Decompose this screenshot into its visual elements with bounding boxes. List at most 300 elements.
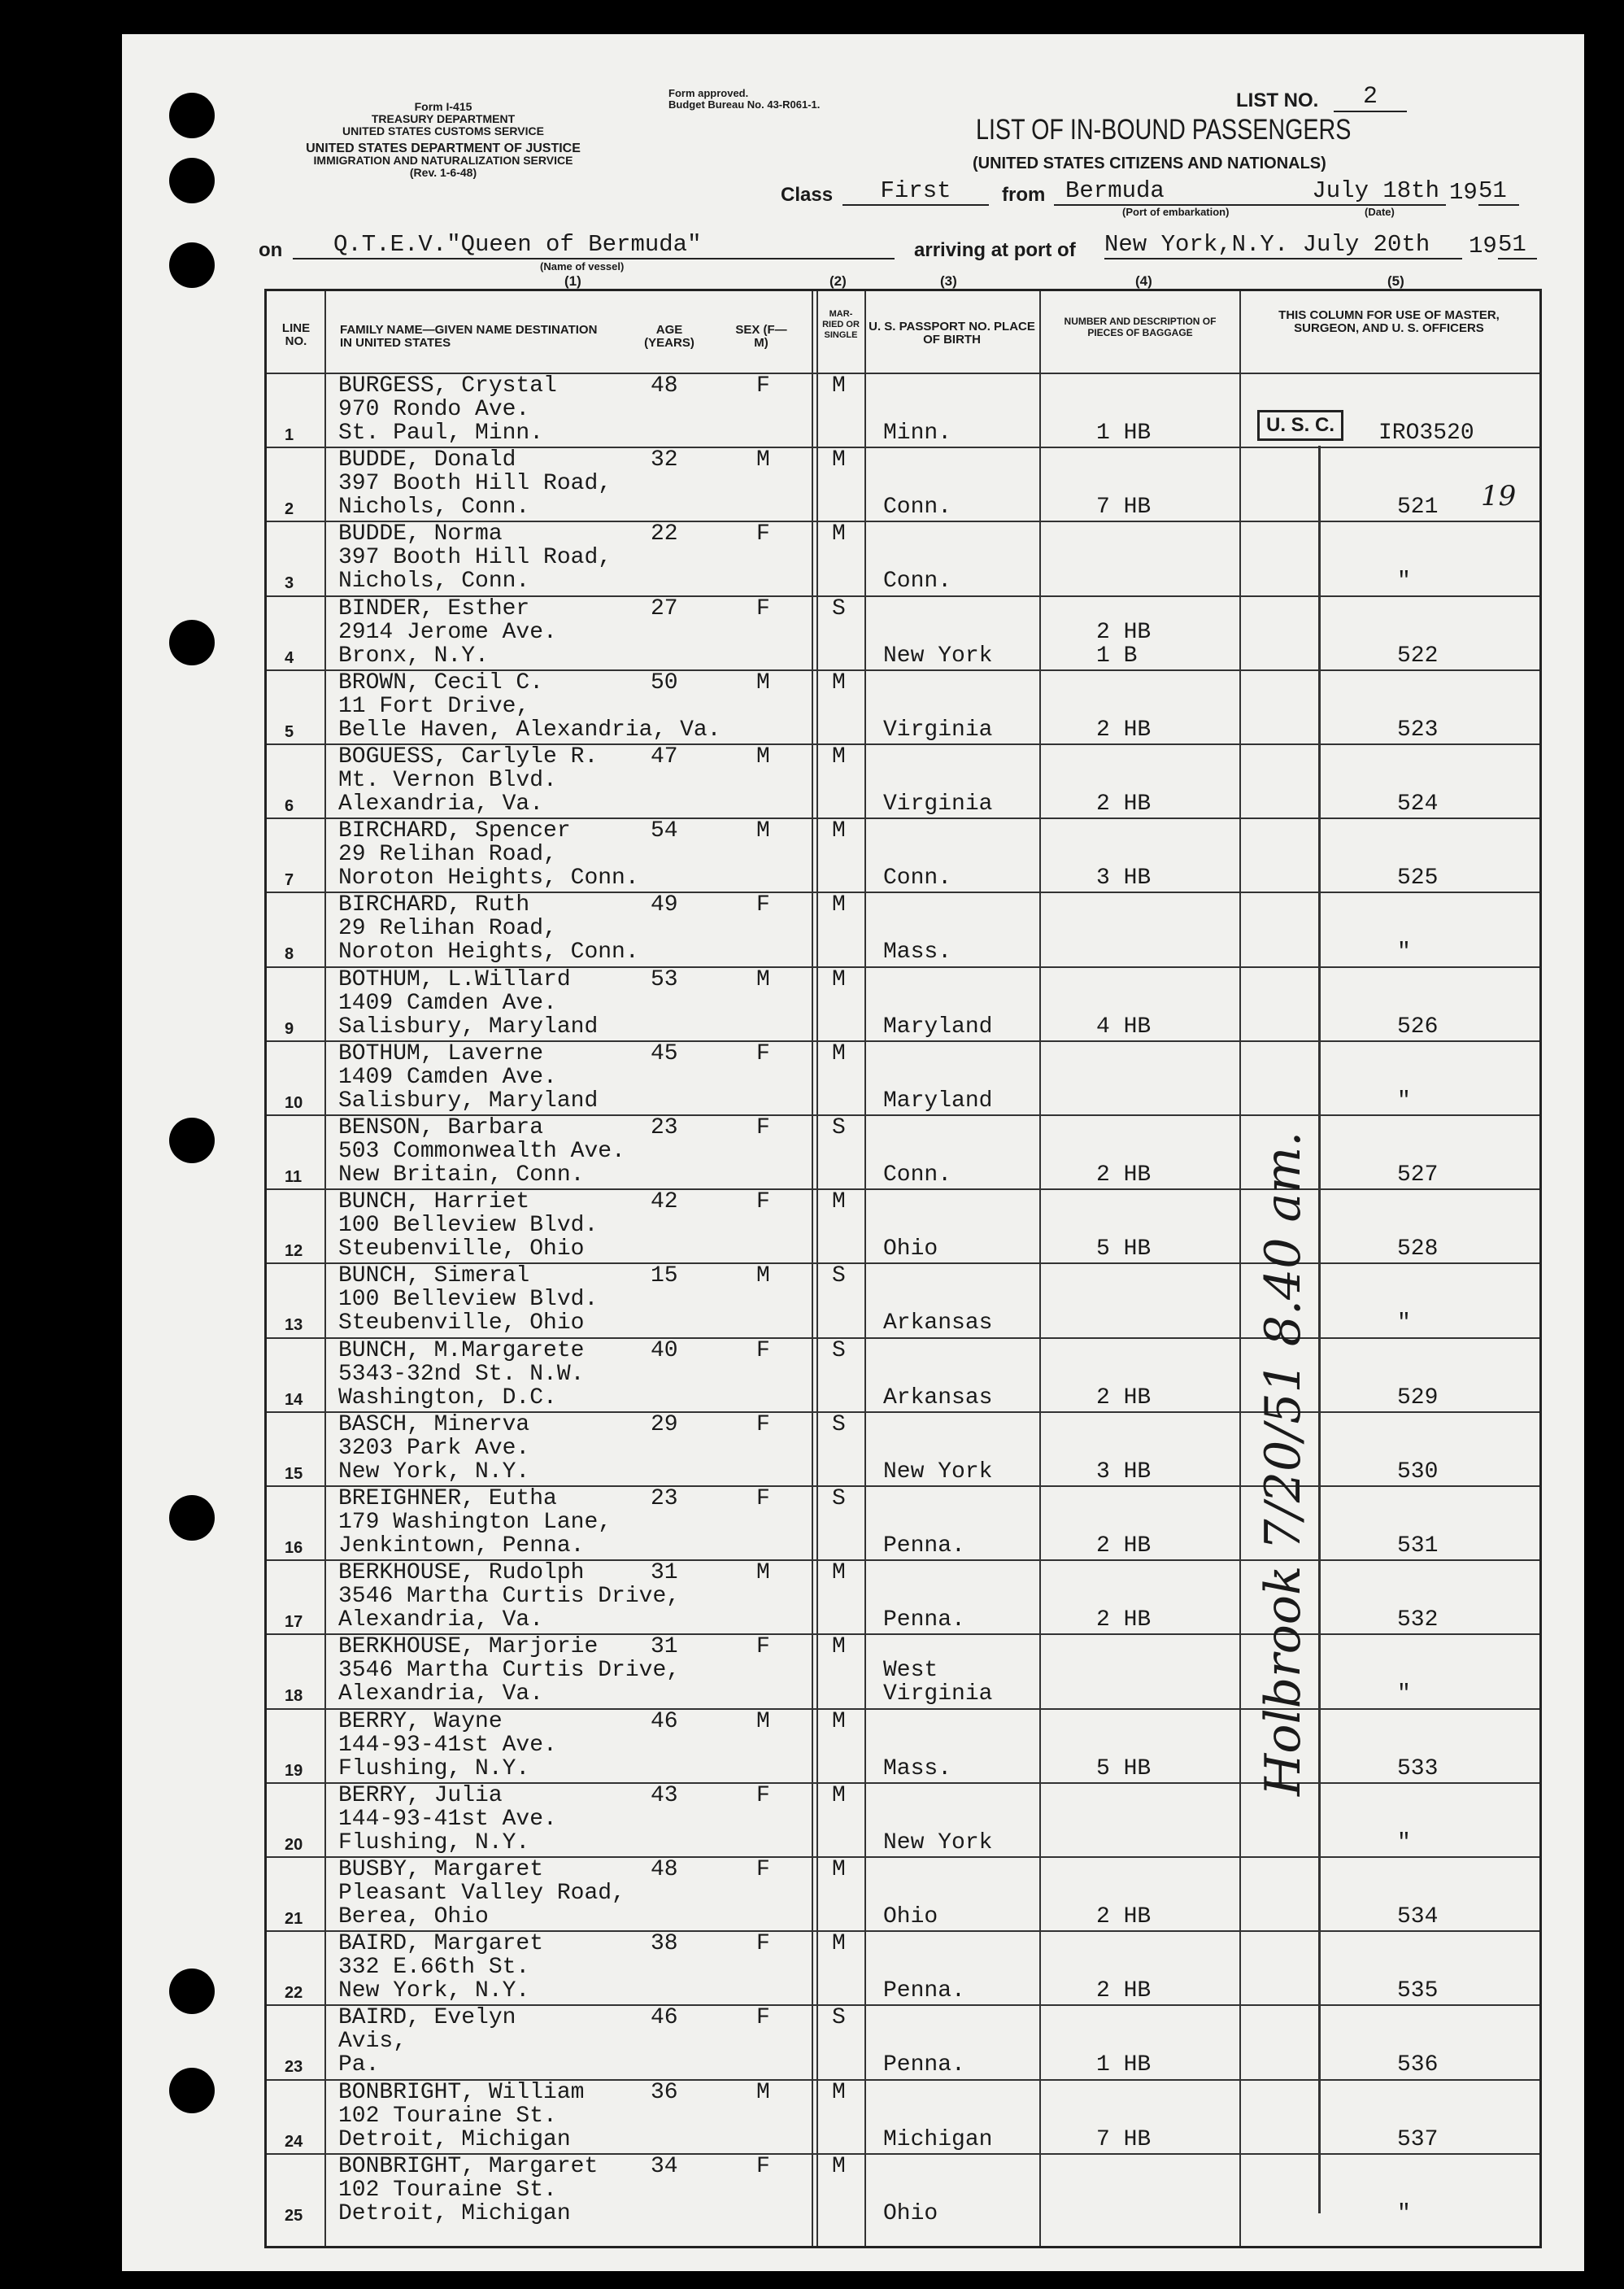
line-number: 2 xyxy=(285,500,294,519)
passenger-name: BERKHOUSE, Rudolph xyxy=(338,1560,585,1586)
passenger-name: BINDER, Esther xyxy=(338,595,530,621)
approval-block xyxy=(668,88,820,111)
passenger-age: 31 xyxy=(651,1560,678,1586)
place-of-birth: Maryland xyxy=(883,1088,993,1114)
baggage: 4 HB xyxy=(1096,1014,1152,1040)
passenger-name: BUDDE, Donald xyxy=(338,447,516,473)
passenger-address: 29 Relihan Road, xyxy=(338,842,557,868)
officer-number: 530 xyxy=(1397,1458,1439,1485)
passenger-name: BURGESS, Crystal xyxy=(338,373,557,399)
passenger-sex: F xyxy=(756,1115,770,1140)
officer-number: " xyxy=(1397,1310,1411,1336)
document-subtitle: (UNITED STATES CITIZENS AND NATIONALS) xyxy=(973,155,1326,172)
passenger-sex: M xyxy=(756,966,770,992)
officer-number: 522 xyxy=(1397,643,1439,669)
passenger-age: 43 xyxy=(651,1782,678,1808)
baggage: 5 HB xyxy=(1096,1755,1152,1781)
passenger-address: 1409 Camden Ave. xyxy=(338,1064,557,1090)
passenger-age: 40 xyxy=(651,1337,678,1363)
passenger-sex: F xyxy=(756,1931,770,1957)
passenger-age: 45 xyxy=(651,1040,678,1066)
col-num-2: (2) xyxy=(829,273,847,289)
header-married: MAR-RIED OR SINGLE xyxy=(822,309,860,340)
marital-status: M xyxy=(832,744,846,770)
place-of-birth: Penna. xyxy=(883,1978,965,2004)
marital-status: M xyxy=(832,1708,846,1734)
list-no-label: LIST NO. xyxy=(1236,89,1319,111)
passenger-name: BONBRIGHT, William xyxy=(338,2079,585,2105)
marital-status: M xyxy=(832,2079,846,2105)
officer-number: 527 xyxy=(1397,1162,1439,1188)
passenger-age: 31 xyxy=(651,1634,678,1660)
officer-number: 525 xyxy=(1397,865,1439,892)
officer-number: 526 xyxy=(1397,1014,1439,1040)
passenger-sex: F xyxy=(756,1189,770,1215)
document-title: LIST OF IN-BOUND PASSENGERS xyxy=(976,114,1352,146)
passenger-age: 42 xyxy=(651,1189,678,1215)
marital-status: M xyxy=(832,2153,846,2179)
binder-hole xyxy=(169,1118,215,1163)
baggage: 2 HB xyxy=(1096,1978,1152,2004)
line-number: 17 xyxy=(285,1613,303,1632)
passenger-city: Alexandria, Va. xyxy=(338,791,544,817)
passenger-city: Nichols, Conn. xyxy=(338,569,530,595)
officer-number: 534 xyxy=(1397,1904,1439,1929)
passenger-address: 3546 Martha Curtis Drive, xyxy=(338,1658,681,1684)
passenger-sex: F xyxy=(756,1486,770,1511)
marital-status: M xyxy=(832,1782,846,1808)
marital-status: S xyxy=(832,1411,846,1437)
passenger-address: 3546 Martha Curtis Drive, xyxy=(338,1584,681,1610)
passenger-sex: F xyxy=(756,1337,770,1363)
passenger-city: Alexandria, Va. xyxy=(338,1681,544,1707)
arrival-port-date: New York,N.Y. July 20th xyxy=(1104,231,1462,259)
passenger-address: 5343-32nd St. N.W. xyxy=(338,1361,585,1387)
header-age: AGE (YEARS) xyxy=(644,323,694,350)
passenger-city: Washington, D.C. xyxy=(338,1384,557,1410)
passenger-city: Jenkintown, Penna. xyxy=(338,1533,585,1559)
passenger-city: Nichols, Conn. xyxy=(338,495,530,521)
passenger-address: 1409 Camden Ave. xyxy=(338,990,557,1016)
passenger-name: BOTHUM, L.Willard xyxy=(338,966,571,992)
passenger-sex: M xyxy=(756,2079,770,2105)
marital-status: M xyxy=(832,1189,846,1215)
marital-status: M xyxy=(832,1560,846,1586)
passenger-city: Bronx, N.Y. xyxy=(338,643,489,669)
place-of-birth: Ohio xyxy=(883,1236,938,1262)
passenger-city: Detroit, Michigan xyxy=(338,2200,571,2226)
passenger-city: Noroton Heights, Conn. xyxy=(338,865,639,892)
marital-status: M xyxy=(832,1040,846,1066)
passenger-address: 970 Rondo Ave. xyxy=(338,397,530,422)
passenger-address: 2914 Jerome Ave. xyxy=(338,619,557,645)
line-number: 25 xyxy=(285,2206,303,2225)
passenger-address: 503 Commonwealth Ave. xyxy=(338,1139,625,1164)
passenger-age: 32 xyxy=(651,447,678,473)
vessel-name: Q.T.E.V."Queen of Bermuda" xyxy=(293,231,895,259)
place-of-birth: Ohio xyxy=(883,2200,938,2226)
customs-label: UNITED STATES CUSTOMS SERVICE xyxy=(342,124,544,137)
passenger-age: 48 xyxy=(651,373,678,399)
date-caption: (Date) xyxy=(1365,206,1395,218)
passenger-city: New York, N.Y. xyxy=(338,1458,530,1485)
port-caption: (Port of embarkation) xyxy=(1122,206,1230,218)
revision-label: (Rev. 1-6-48) xyxy=(409,166,477,179)
place-of-birth: New York xyxy=(883,1458,993,1485)
agency-block xyxy=(268,101,618,179)
passenger-age: 36 xyxy=(651,2079,678,2105)
passenger-address: 179 Washington Lane, xyxy=(338,1510,612,1535)
class-value: First xyxy=(842,177,989,206)
passenger-address: 397 Booth Hill Road, xyxy=(338,545,612,571)
marital-status: M xyxy=(832,521,846,547)
passenger-age: 15 xyxy=(651,1263,678,1289)
baggage: 2 HB xyxy=(1096,619,1152,645)
place-of-birth: Maryland xyxy=(883,1014,993,1040)
header-sex: SEX (F—M) xyxy=(735,323,787,350)
line-number: 10 xyxy=(285,1093,303,1112)
line-number: 16 xyxy=(285,1539,303,1557)
col-num-3: (3) xyxy=(940,273,957,289)
passenger-name: BUNCH, M.Margarete xyxy=(338,1337,585,1363)
marital-status: M xyxy=(832,669,846,695)
officer-number: " xyxy=(1397,1681,1411,1707)
line-number: 24 xyxy=(285,2132,303,2151)
place-of-birth: Arkansas xyxy=(883,1310,993,1336)
passenger-address: 100 Belleview Blvd. xyxy=(338,1287,599,1313)
officer-number: IRO3520 xyxy=(1378,421,1474,446)
passenger-name: BREIGHNER, Eutha xyxy=(338,1486,557,1511)
line-number: 6 xyxy=(285,797,294,815)
place-of-birth: Mass. xyxy=(883,1755,952,1781)
marital-status: M xyxy=(832,447,846,473)
passenger-name: BIRCHARD, Spencer xyxy=(338,818,571,844)
passenger-name: BENSON, Barbara xyxy=(338,1115,544,1140)
form-number: Form I-415 xyxy=(414,100,472,113)
passenger-age: 54 xyxy=(651,818,678,844)
place-of-birth: Penna. xyxy=(883,2052,965,2078)
baggage: 3 HB xyxy=(1096,1458,1152,1485)
passenger-name: BERRY, Julia xyxy=(338,1782,503,1808)
binder-hole xyxy=(169,1969,215,2014)
passenger-city: Berea, Ohio xyxy=(338,1904,489,1929)
passenger-name: BUDDE, Norma xyxy=(338,521,503,547)
line-number: 15 xyxy=(285,1464,303,1483)
vessel-caption: (Name of vessel) xyxy=(540,260,625,272)
marital-status: M xyxy=(832,818,846,844)
passenger-address: 144-93-41st Ave. xyxy=(338,1732,557,1758)
place-of-birth: Mass. xyxy=(883,940,952,966)
officer-number: 523 xyxy=(1397,717,1439,743)
marital-status: M xyxy=(832,373,846,399)
passenger-sex: F xyxy=(756,2153,770,2179)
passenger-address: 102 Touraine St. xyxy=(338,2103,557,2129)
baggage: 2 HB xyxy=(1096,1162,1152,1188)
marital-status: S xyxy=(832,1115,846,1140)
justice-label: UNITED STATES DEPARTMENT OF JUSTICE xyxy=(306,142,581,155)
passenger-sex: M xyxy=(756,1708,770,1734)
marital-status: S xyxy=(832,595,846,621)
passenger-sex: M xyxy=(756,1263,770,1289)
header-name: FAMILY NAME—GIVEN NAME DESTINATION IN UNITED STATES xyxy=(340,323,598,350)
baggage: 7 HB xyxy=(1096,2126,1152,2152)
passenger-address: 332 E.66th St. xyxy=(338,1955,530,1981)
arrival-year: 51 xyxy=(1498,231,1537,259)
passenger-age: 47 xyxy=(651,744,678,770)
handwritten-side-number: 19 xyxy=(1481,480,1517,512)
place-of-birth: Arkansas xyxy=(883,1384,993,1410)
passenger-city: Steubenville, Ohio xyxy=(338,1236,585,1262)
marital-status: S xyxy=(832,1337,846,1363)
passenger-age: 48 xyxy=(651,1857,678,1882)
passenger-name: BOTHUM, Laverne xyxy=(338,1040,544,1066)
line-number: 9 xyxy=(285,1019,294,1038)
header-baggage: NUMBER AND DESCRIPTION OF PIECES OF BAGGAGE xyxy=(1064,316,1217,338)
passenger-address: 397 Booth Hill Road, xyxy=(338,471,612,497)
binder-hole xyxy=(169,242,215,288)
baggage: 2 HB xyxy=(1096,1607,1152,1633)
passenger-city: Flushing, N.Y. xyxy=(338,1755,530,1781)
line-number: 7 xyxy=(285,871,294,890)
baggage: 2 HB xyxy=(1096,1904,1152,1929)
passenger-city: New Britain, Conn. xyxy=(338,1162,585,1188)
passenger-city: Belle Haven, Alexandria, Va. xyxy=(338,717,721,743)
passenger-city: Noroton Heights, Conn. xyxy=(338,940,639,966)
line-number: 12 xyxy=(285,1242,303,1261)
passenger-age: 49 xyxy=(651,892,678,918)
officer-number: 524 xyxy=(1397,791,1439,817)
departure-date: July 18th xyxy=(1301,177,1446,206)
officer-number: " xyxy=(1397,569,1411,595)
line-number: 8 xyxy=(285,945,294,964)
line-number: 5 xyxy=(285,722,294,741)
line-number: 1 xyxy=(285,426,294,444)
on-label: on xyxy=(259,239,283,261)
form-approved: Form approved. xyxy=(668,87,749,99)
marital-status: M xyxy=(832,966,846,992)
passenger-name: BAIRD, Margaret xyxy=(338,1931,544,1957)
col-num-4: (4) xyxy=(1135,273,1152,289)
binder-hole xyxy=(169,158,215,203)
passenger-age: 46 xyxy=(651,2005,678,2031)
marital-status: M xyxy=(832,1857,846,1882)
binder-hole xyxy=(169,620,215,665)
handwritten-bracket-line xyxy=(1318,446,1321,2213)
passenger-sex: M xyxy=(756,447,770,473)
place-of-birth: New York xyxy=(883,1829,993,1855)
place-of-birth: Virginia xyxy=(883,791,993,817)
passenger-city: Steubenville, Ohio xyxy=(338,1310,585,1336)
binder-hole xyxy=(169,2068,215,2113)
passenger-table xyxy=(264,289,1542,2248)
passenger-sex: M xyxy=(756,744,770,770)
marital-status: S xyxy=(832,1486,846,1511)
baggage: 1 HB xyxy=(1096,421,1152,446)
col-num-1: (1) xyxy=(564,273,581,289)
arrival-year-prefix: 19 xyxy=(1469,233,1497,259)
officer-number: 537 xyxy=(1397,2126,1439,2152)
from-label: from xyxy=(1002,184,1046,206)
marital-status: S xyxy=(832,1263,846,1289)
baggage: 2 HB xyxy=(1096,1533,1152,1559)
baggage: 1 B xyxy=(1096,643,1138,669)
passenger-sex: F xyxy=(756,521,770,547)
passenger-address: 3203 Park Ave. xyxy=(338,1435,530,1461)
officer-number: " xyxy=(1397,1088,1411,1114)
port-of-embarkation: Bermuda xyxy=(1054,177,1301,206)
passenger-age: 22 xyxy=(651,521,678,547)
binder-hole xyxy=(169,1495,215,1541)
passenger-sex: F xyxy=(756,1634,770,1660)
officer-number: " xyxy=(1397,940,1411,966)
passenger-age: 23 xyxy=(651,1115,678,1140)
passenger-sex: M xyxy=(756,818,770,844)
passenger-city: Pa. xyxy=(338,2052,380,2078)
passenger-sex: M xyxy=(756,1560,770,1586)
passenger-name: BOGUESS, Carlyle R. xyxy=(338,744,599,770)
passenger-sex: F xyxy=(756,1040,770,1066)
line-number: 22 xyxy=(285,1984,303,2003)
officer-number: 536 xyxy=(1397,2052,1439,2078)
passenger-age: 23 xyxy=(651,1486,678,1511)
passenger-sex: F xyxy=(756,1857,770,1882)
passenger-age: 50 xyxy=(651,669,678,695)
officer-number: " xyxy=(1397,2200,1411,2226)
departure-year: 51 xyxy=(1478,177,1519,206)
passenger-name: BASCH, Minerva xyxy=(338,1411,530,1437)
passenger-name: BAIRD, Evelyn xyxy=(338,2005,516,2031)
officer-number: 533 xyxy=(1397,1755,1439,1781)
line-number: 23 xyxy=(285,2058,303,2077)
place-of-birth: New York xyxy=(883,643,993,669)
budget-bureau: Budget Bureau No. 43-R061-1. xyxy=(668,98,821,111)
passenger-sex: F xyxy=(756,1782,770,1808)
passenger-sex: F xyxy=(756,892,770,918)
place-of-birth: Minn. xyxy=(883,421,952,446)
marital-status: M xyxy=(832,1931,846,1957)
passenger-name: BONBRIGHT, Margaret xyxy=(338,2153,599,2179)
passenger-age: 34 xyxy=(651,2153,678,2179)
baggage: 1 HB xyxy=(1096,2052,1152,2078)
passenger-sex: F xyxy=(756,2005,770,2031)
passenger-name: BIRCHARD, Ruth xyxy=(338,892,530,918)
passenger-address: 11 Fort Drive, xyxy=(338,693,530,719)
line-number: 4 xyxy=(285,648,294,667)
passenger-sex: F xyxy=(756,595,770,621)
arriving-label: arriving at port of xyxy=(914,239,1076,261)
passenger-address: Mt. Vernon Blvd. xyxy=(338,768,557,793)
line-number: 18 xyxy=(285,1687,303,1706)
marital-status: M xyxy=(832,892,846,918)
passenger-address: 102 Touraine St. xyxy=(338,2177,557,2203)
place-of-birth: Ohio xyxy=(883,1904,938,1929)
marital-status: M xyxy=(832,1634,846,1660)
treasury-label: TREASURY DEPARTMENT xyxy=(371,112,516,125)
officer-number: 529 xyxy=(1397,1384,1439,1410)
passenger-address: Avis, xyxy=(338,2029,407,2055)
passenger-city: Salisbury, Maryland xyxy=(338,1014,599,1040)
passenger-city: Flushing, N.Y. xyxy=(338,1829,530,1855)
customs-stamp: U. S. C. xyxy=(1257,410,1343,441)
passenger-sex: F xyxy=(756,1411,770,1437)
officer-number: 531 xyxy=(1397,1533,1439,1559)
place-of-birth: Penna. xyxy=(883,1533,965,1559)
baggage: 5 HB xyxy=(1096,1236,1152,1262)
passenger-name: BERKHOUSE, Marjorie xyxy=(338,1634,599,1660)
line-number: 21 xyxy=(285,1910,303,1928)
place-of-birth: Michigan xyxy=(883,2126,993,2152)
officer-number: 532 xyxy=(1397,1607,1439,1633)
passenger-name: BUNCH, Simeral xyxy=(338,1263,530,1289)
passenger-age: 53 xyxy=(651,966,678,992)
class-label: Class xyxy=(781,184,834,206)
line-number: 3 xyxy=(285,574,294,593)
passenger-age: 38 xyxy=(651,1931,678,1957)
place-of-birth: West xyxy=(883,1658,938,1684)
passenger-name: BUSBY, Margaret xyxy=(338,1857,544,1882)
baggage: 2 HB xyxy=(1096,791,1152,817)
passenger-sex: M xyxy=(756,669,770,695)
list-no-value: 2 xyxy=(1334,83,1407,112)
handwritten-inspector-note: Holbrook 7/20/51 8.40 am. xyxy=(1255,1131,1312,1796)
passenger-name: BROWN, Cecil C. xyxy=(338,669,544,695)
line-number: 19 xyxy=(285,1761,303,1780)
place-of-birth: Virginia xyxy=(883,717,993,743)
passenger-city: Detroit, Michigan xyxy=(338,2126,571,2152)
officer-number: " xyxy=(1397,1829,1411,1855)
header-line-no: LINE NO. xyxy=(281,321,311,348)
passenger-name: BERRY, Wayne xyxy=(338,1708,503,1734)
baggage: 3 HB xyxy=(1096,865,1152,892)
passenger-age: 27 xyxy=(651,595,678,621)
place-of-birth: Conn. xyxy=(883,495,952,521)
passenger-address: Pleasant Valley Road, xyxy=(338,1881,625,1906)
header-passport: U. S. PASSPORT NO. PLACE OF BIRTH xyxy=(869,320,1035,347)
passenger-city: St. Paul, Minn. xyxy=(338,421,544,446)
passenger-city: Salisbury, Maryland xyxy=(338,1088,599,1114)
departure-year-prefix: 19 xyxy=(1449,179,1478,206)
passenger-age: 46 xyxy=(651,1708,678,1734)
passenger-address: 100 Belleview Blvd. xyxy=(338,1213,599,1239)
baggage: 2 HB xyxy=(1096,717,1152,743)
baggage: 2 HB xyxy=(1096,1384,1152,1410)
ins-label: IMMIGRATION AND NATURALIZATION SERVICE xyxy=(313,154,573,167)
officer-number: 521 xyxy=(1397,495,1439,521)
passenger-sex: F xyxy=(756,373,770,399)
line-number: 11 xyxy=(285,1168,303,1186)
marital-status: S xyxy=(832,2005,846,2031)
place-of-birth: Conn. xyxy=(883,865,952,892)
passenger-city: New York, N.Y. xyxy=(338,1978,530,2004)
line-number: 14 xyxy=(285,1390,303,1409)
line-number: 13 xyxy=(285,1316,303,1335)
binder-hole xyxy=(169,93,215,138)
place-of-birth: Conn. xyxy=(883,1162,952,1188)
officer-number: 535 xyxy=(1397,1978,1439,2004)
passenger-name: BUNCH, Harriet xyxy=(338,1189,530,1215)
passenger-city: Alexandria, Va. xyxy=(338,1607,544,1633)
place-of-birth: Virginia xyxy=(883,1681,993,1707)
officer-number: 528 xyxy=(1397,1236,1439,1262)
passenger-address: 29 Relihan Road, xyxy=(338,916,557,942)
passenger-address: 144-93-41st Ave. xyxy=(338,1806,557,1832)
passenger-age: 29 xyxy=(651,1411,678,1437)
place-of-birth: Penna. xyxy=(883,1607,965,1633)
baggage: 7 HB xyxy=(1096,495,1152,521)
line-number: 20 xyxy=(285,1835,303,1854)
col-num-5: (5) xyxy=(1387,273,1404,289)
header-officers: THIS COLUMN FOR USE OF MASTER, SURGEON, AND U. S. OFFICERS xyxy=(1278,308,1500,335)
